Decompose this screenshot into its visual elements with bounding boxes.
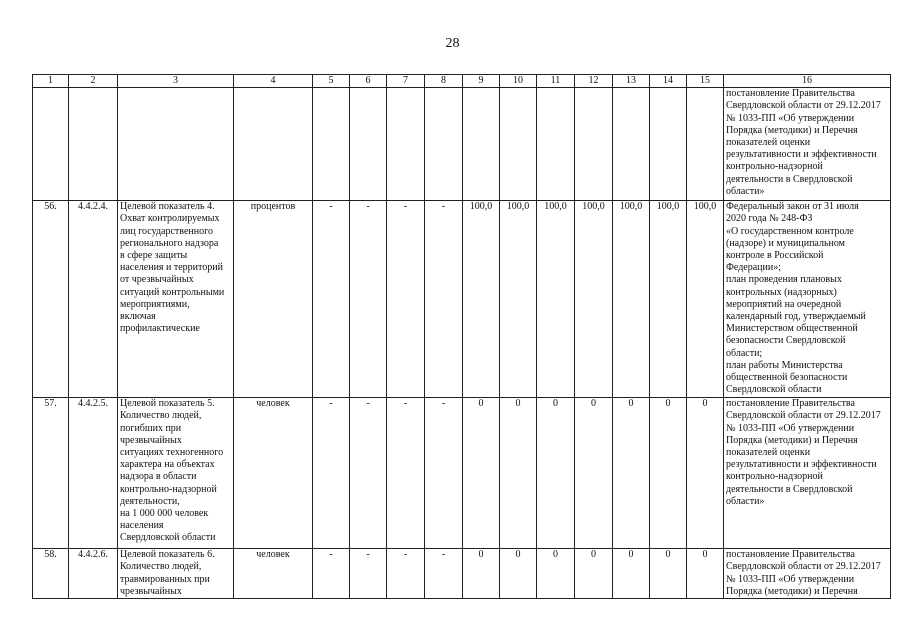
value-cell: 0 — [687, 398, 724, 549]
source-cell: постановление Правительства Свердловской области от 29.12.2017 № 1033-ПП «Об утверждении Порядка (методики) и Перечня показателей оценки результативности и эффективности контрольно-надзорной деятельности в Свердловской области» — [724, 398, 891, 549]
header-cell: 12 — [575, 75, 613, 88]
value-cell: - — [313, 201, 350, 398]
value-cell: 100,0 — [650, 201, 687, 398]
indicator-name-cell: Целевой показатель 4. Охват контролируемых лиц государственного регионального надзора в сфере защиты населения и территорий от чрезвычайных ситуаций контрольными мероприятиями, включая профилактические — [118, 201, 234, 398]
value-cell — [687, 88, 724, 201]
value-cell: - — [313, 549, 350, 599]
row-number-cell: 57. — [33, 398, 69, 549]
header-cell: 3 — [118, 75, 234, 88]
source-cell: постановление Правительства Свердловской области от 29.12.2017 № 1033-ПП «Об утверждении Порядка (методики) и Перечня — [724, 549, 891, 599]
value-cell — [575, 88, 613, 201]
value-cell: 0 — [687, 549, 724, 599]
source-cell: Федеральный закон от 31 июля 2020 года № 248-ФЗ «О государственном контроле (надзоре) и муниципальном контроле в Российской Федерации»; план проведения плановых контрольных (надзорных) мероприятий на очередной календарный год, утверждаемый Министерством общественной безопасности Свердловской области; план работы Министерства общественной безопасности Свердловской области — [724, 201, 891, 398]
unit-cell: человек — [234, 549, 313, 599]
indicator-name-cell: Целевой показатель 6. Количество людей, травмированных при чрезвычайных — [118, 549, 234, 599]
header-cell: 4 — [234, 75, 313, 88]
row-number-cell: 58. — [33, 549, 69, 599]
header-row — [33, 75, 891, 88]
value-cell: - — [387, 398, 425, 549]
header-cell: 11 — [537, 75, 575, 88]
row-code-cell — [69, 88, 118, 201]
value-cell: - — [425, 201, 463, 398]
header-cell: 8 — [425, 75, 463, 88]
value-cell — [313, 88, 350, 201]
header-cell: 9 — [463, 75, 500, 88]
header-cell: 6 — [350, 75, 387, 88]
value-cell: 0 — [613, 398, 650, 549]
row-code-cell: 4.4.2.5. — [69, 398, 118, 549]
value-cell — [650, 88, 687, 201]
value-cell: 100,0 — [537, 201, 575, 398]
unit-cell — [234, 88, 313, 201]
header-cell: 2 — [69, 75, 118, 88]
value-cell: 0 — [575, 398, 613, 549]
value-cell — [613, 88, 650, 201]
value-cell: 0 — [575, 549, 613, 599]
value-cell: 0 — [500, 398, 537, 549]
value-cell: 0 — [613, 549, 650, 599]
value-cell: - — [387, 549, 425, 599]
value-cell: - — [425, 398, 463, 549]
table-row — [33, 88, 891, 201]
unit-cell: человек — [234, 398, 313, 549]
value-cell: 100,0 — [687, 201, 724, 398]
value-cell: - — [387, 201, 425, 398]
source-cell: постановление Правительства Свердловской области от 29.12.2017 № 1033-ПП «Об утверждении Порядка (методики) и Перечня показателей оценки результативности и эффективности контрольно-надзорной деятельности в Свердловской области» — [724, 88, 891, 201]
value-cell — [537, 88, 575, 201]
row-code-cell: 4.4.2.6. — [69, 549, 118, 599]
value-cell — [387, 88, 425, 201]
value-cell — [463, 88, 500, 201]
value-cell: - — [313, 398, 350, 549]
value-cell: - — [350, 398, 387, 549]
indicator-name-cell — [118, 88, 234, 201]
value-cell: - — [425, 549, 463, 599]
value-cell: 0 — [537, 398, 575, 549]
value-cell — [350, 88, 387, 201]
value-cell: 100,0 — [500, 201, 537, 398]
value-cell: 0 — [650, 398, 687, 549]
header-cell: 15 — [687, 75, 724, 88]
header-cell: 1 — [33, 75, 69, 88]
value-cell: 0 — [650, 549, 687, 599]
value-cell — [500, 88, 537, 201]
table-row — [33, 201, 891, 398]
indicators-table — [32, 74, 891, 599]
header-cell: 14 — [650, 75, 687, 88]
header-cell: 10 — [500, 75, 537, 88]
page-number: 28 — [445, 36, 460, 51]
header-cell: 7 — [387, 75, 425, 88]
header-cell: 5 — [313, 75, 350, 88]
value-cell: 100,0 — [575, 201, 613, 398]
value-cell: - — [350, 549, 387, 599]
header-cell: 16 — [724, 75, 891, 88]
value-cell — [425, 88, 463, 201]
header-cell: 13 — [613, 75, 650, 88]
table-row — [33, 398, 891, 549]
value-cell: 0 — [537, 549, 575, 599]
value-cell: 100,0 — [463, 201, 500, 398]
value-cell: - — [350, 201, 387, 398]
value-cell: 0 — [463, 549, 500, 599]
value-cell: 0 — [500, 549, 537, 599]
unit-cell: процентов — [234, 201, 313, 398]
row-code-cell: 4.4.2.4. — [69, 201, 118, 398]
table-row — [33, 549, 891, 599]
value-cell: 100,0 — [613, 201, 650, 398]
value-cell: 0 — [463, 398, 500, 549]
row-number-cell: 56. — [33, 201, 69, 398]
indicator-name-cell: Целевой показатель 5. Количество людей, погибших при чрезвычайных ситуациях техногенного характера на объектах надзора в области контрольно-надзорной деятельности, на 1 000 000 человек населения Свердловской области — [118, 398, 234, 549]
row-number-cell — [33, 88, 69, 201]
